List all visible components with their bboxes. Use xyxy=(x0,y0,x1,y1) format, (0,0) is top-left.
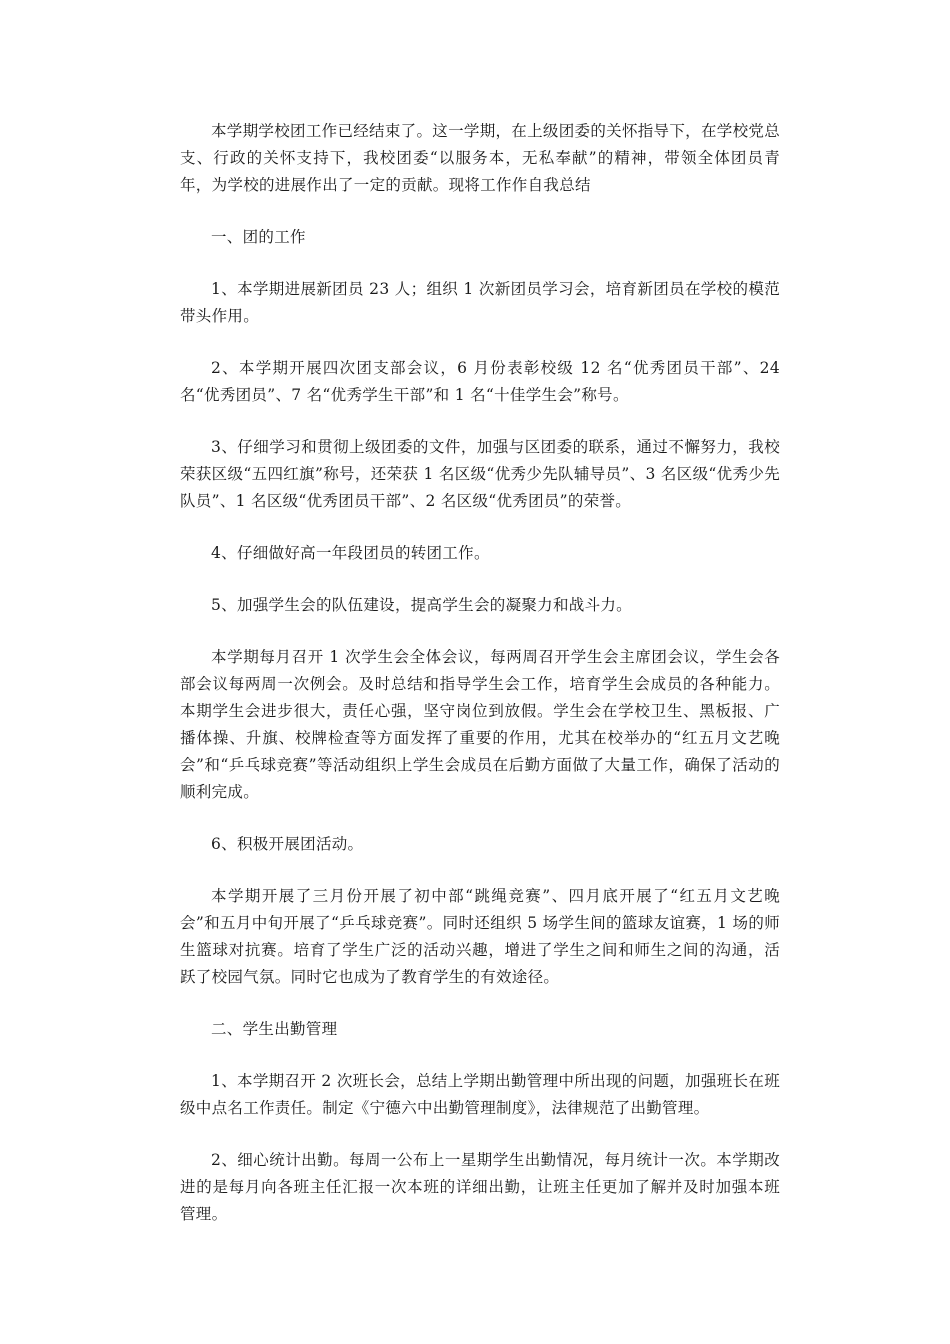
intro-paragraph: 本学期学校团工作已经结束了。这一学期，在上级团委的关怀指导下，在学校党总支、行政的关怀支持下，我校团委“以服务本，无私奉献”的精神，带领全体团员青年，为学校的进展作出了一定的贡献。现将工作作自我总结 xyxy=(180,122,780,194)
item-paragraph: 1、本学期召开 2 次班长会，总结上学期出勤管理中所出现的问题，加强班长在班级中点名工作责任。制定《宁德六中出勤管理制度》，法律规范了出勤管理。 xyxy=(180,1072,780,1117)
item-paragraph: 2、本学期开展四次团支部会议，6 月份表彰校级 12 名“优秀团员干部”、24 名“优秀团员”、7 名“优秀学生干部”和 1 名“十佳学生会”称号。 xyxy=(180,359,780,404)
item-paragraph: 5、加强学生会的队伍建设，提高学生会的凝聚力和战斗力。 xyxy=(211,596,632,614)
section-heading-league-work: 一、团的工作 xyxy=(211,228,306,246)
document-body xyxy=(180,118,780,1253)
section-heading-attendance: 二、学生出勤管理 xyxy=(211,1020,338,1038)
item-paragraph: 1、本学期进展新团员 23 人；组织 1 次新团员学习会，培育新团员在学校的模范带头作用。 xyxy=(180,280,780,325)
body-paragraph: 本学期开展了三月份开展了初中部“跳绳竞赛”、四月底开展了“红五月文艺晚会”和五月中旬开展了“乒乓球竞赛”。同时还组织 5 场学生间的篮球友谊赛，1 场的师生篮球对抗赛。培育了学生广泛的活动兴趣，增进了学生之间和师生之间的沟通，活跃了校园气氛。同时它也成为了教育学生的有效途径。 xyxy=(180,887,780,986)
body-paragraph: 本学期每月召开 1 次学生会全体会议，每两周召开学生会主席团会议，学生会各部会议每两周一次例会。及时总结和指导学生会工作，培育学生会成员的各种能力。本期学生会进步很大，责任心强，坚守岗位到放假。学生会在学校卫生、黑板报、广播体操、升旗、校牌检查等方面发挥了重要的作用，尤其在校举办的“红五月文艺晚会”和“乒乓球竞赛”等活动组织上学生会成员在后勤方面做了大量工作，确保了活动的顺利完成。 xyxy=(180,648,780,801)
item-paragraph: 3、仔细学习和贯彻上级团委的文件，加强与区团委的联系，通过不懈努力，我校荣获区级“五四红旗”称号，还荣获 1 名区级“优秀少先队辅导员”、3 名区级“优秀少先队员”、1 名区级“优秀团员干部”、2 名区级“优秀团员”的荣誉。 xyxy=(180,438,780,510)
item-paragraph: 2、细心统计出勤。每周一公布上一星期学生出勤情况，每月统计一次。本学期改进的是每月向各班主任汇报一次本班的详细出勤，让班主任更加了解并及时加强本班管理。 xyxy=(180,1151,780,1223)
item-paragraph: 4、仔细做好高一年段团员的转团工作。 xyxy=(211,544,490,562)
item-paragraph: 6、积极开展团活动。 xyxy=(211,835,364,853)
